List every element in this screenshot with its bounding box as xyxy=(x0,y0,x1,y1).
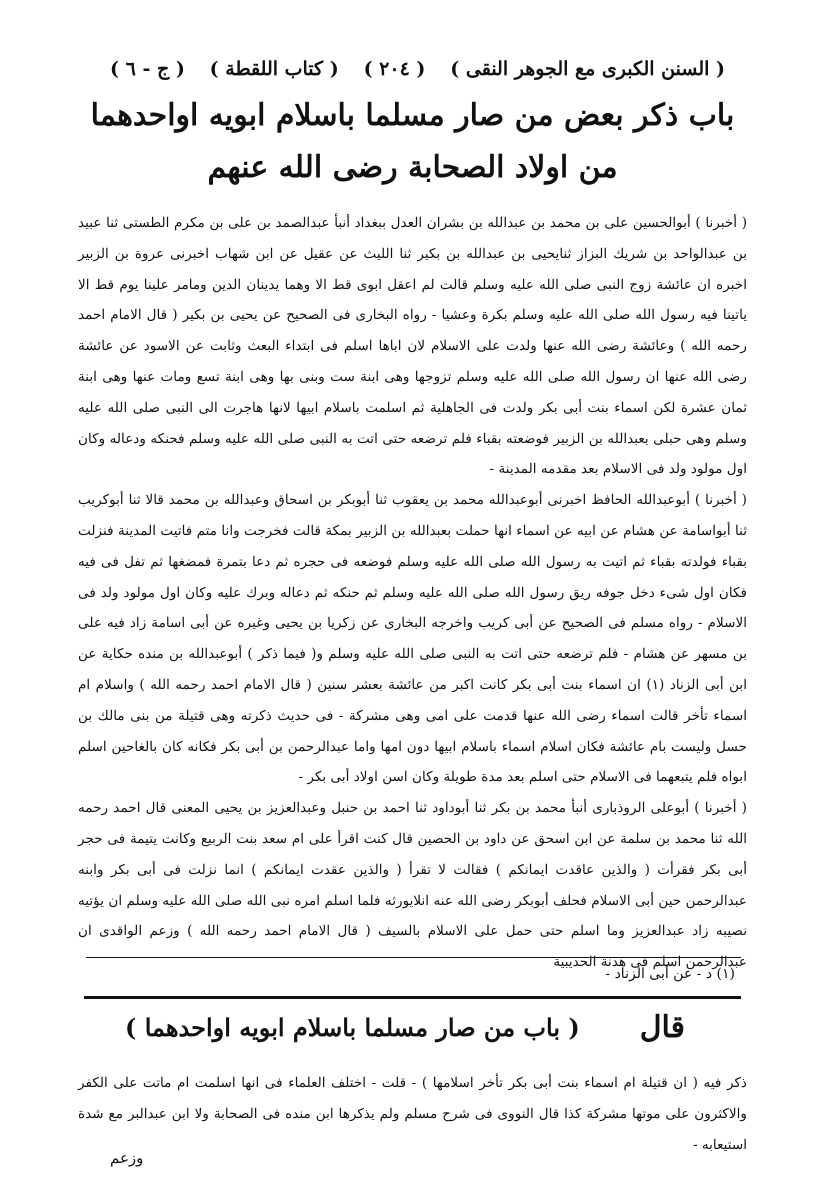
footnote-divider xyxy=(86,957,741,958)
book-title: ( السنن الكبرى مع الجوهر النقى ) xyxy=(450,58,725,80)
paragraph: ( أخبرنا ) أبوالحسين على بن محمد بن عبدالله بن بشران العدل ببغداد أنبأ عبدالصمد بن على بن مكرم الطستى ثنا عبيد بن عبدالواحد بن شريك البزاز ثنايحيى بن عبدالله بن بكير ثنا الليث عن عقيل عن ابن شهاب اخبرنى عروة بن الزبير اخبره ان عائشة زوج النبى صلى الله عليه وسلم قالت لم اعقل ابوى قط الا وهما يدينان الدين ومامر علينا يوم قط الا ياتينا فيه رسول الله صلى الله عليه وسلم بكرة وعشيا - رواه البخارى فى الصحيح عن يحيى بن بكير ( قال الامام احمد رحمه الله ) وعائشة رضى الله عنها ولدت على الاسلام لان اباها اسلم فى ابتداء البعث وثابت عن الاسود عن عائشة رضى الله عنها ان رسول الله صلى الله عليه وسلم تزوجها وهى ابنة ست وبنى بها وهى ابنة تسع ومات عنها وهى ابنة ثمان عشرة لكن اسماء بنت أبى بكر ولدت فى الجاهلية ثم اسلمت باسلام ابيها لانها هاجرت الى النبى صلى الله عليه وسلم وهى حبلى بعبدالله بن الزبير فوضعته بقباء فلم ترضعه حتى اتت به النبى صلى الله عليه وسلم فحنكه ودعاله وكان اول مولود ولد فى الاسلام بعد مقدمه المدينة - xyxy=(78,215,747,478)
paragraph: ذكر فيه ( ان قتيلة ام اسماء بنت أبى بكر تأخر اسلامها ) - قلت - اختلف العلماء فى انها اسلمت ام ماتت على الكفر والاكثرون على موتها مشركة كذا قال النووى فى شرح مسلم ولم يذكرها ابن منده فى الصحابة ولا ابن عبدالبر مع شدة استيعابه - xyxy=(78,1075,747,1153)
chapter-name: ( كتاب اللقطة ) xyxy=(209,58,339,80)
commentary-label: قال xyxy=(639,1009,685,1045)
running-header xyxy=(110,52,725,86)
commentary-divider xyxy=(84,996,741,999)
commentary-heading xyxy=(90,1004,735,1050)
main-text xyxy=(78,208,747,978)
page-number: ( ٢٠٤ ) xyxy=(363,58,426,80)
paragraph: ( أخبرنا ) أبوعلى الروذبارى أنبأ محمد بن بكر ثنا أبوداود ثنا احمد بن حنبل وعبدالعزيز بن يحيى المعنى قال احمد رحمه الله ثنا محمد بن سلمة عن ابن اسحق عن داود بن الحصين قال كنت اقرأ على ام سعد بنت الربيع وكانت يتيمة فى حجر أبى بكر فقرأت ( والذين عاقدت ايمانكم ) فقالت لا تقرأ ( والذين عقدت ايمانكم ) انما نزلت فى أبى بكر وابنه عبدالرحمن حين أبى الاسلام فحلف أبوبكر رضى الله عنه انلايورثه فلما اسلم امره نبى الله صلى الله عليه وسلم ان يؤتيه نصيبه زاد عبدالعزيز وما اسلم حتى حمل على الاسلام بالسيف ( قال الامام احمد رحمه الله ) وزعم الواقدى ان عبدالرحمن اسلم فى هدنة الحديبية xyxy=(78,800,747,971)
chapter-title-line-1: باب ذكر بعض من صار مسلما باسلام ابويه اواحدهما xyxy=(90,98,735,133)
footnote: (١) د - عن أبى الزناد - xyxy=(605,966,735,982)
volume-number: ( ج - ٦ ) xyxy=(110,58,185,80)
chapter-title-line-2: من اولاد الصحابة رضى الله عنهم xyxy=(207,150,618,185)
commentary-text xyxy=(78,1068,747,1161)
paragraph: ( أخبرنا ) أبوعبدالله الحافظ اخبرنى أبوعبدالله محمد بن يعقوب ثنا أبوبكر بن اسحاق وعبدالله بن محمد قالا ثنا أبوكريب ثنا أبواسامة عن هشام عن ابيه عن اسماء انها حملت بعبدالله بن الزبير بمكة قالت فخرجت وانا متم فاتيت المدينة فنزلت بقباء فولدته بقباء ثم اتيت به رسول الله صلى الله عليه وسلم فوضعه فى حجره ثم دعا بتمرة فمضغها ثم تفل فى فيه فكان اول شىء دخل جوفه ريق رسول الله صلى الله عليه وسلم ثم حنكه ثم دعاله وبرك عليه وكان اول مولود ولد فى الاسلام - رواه مسلم فى الصحيح عن أبى كريب واخرجه البخارى عن زكريا بن يحيى وغيره عن أبى اسامة زاد فيه على بن مسهر عن هشام - فلم ترضعه حتى اتت به النبى صلى الله عليه وسلم و( فيما ذكر ) أبوعبدالله بن منده حكاية عن ابن أبى الزناد (١) ان اسماء بنت أبى بكر كانت اكبر من عائشة بعشر سنين ( قال الامام احمد رحمه الله ) واسلام ام اسماء تأخر قالت اسماء رضى الله عنها قدمت على امى وهى مشركة - فى حديث ذكرته وهى قتيلة من بنى مالك بن حسل وليست بام عائشة فكان اسلام اسماء باسلام ابيها دون امها واما عبدالرحمن بن أبى بكر فكانه كان بالغاحين اسلم ابواه فلم يتبعهما فى الاسلام حتى اسلم بعد مدة طويلة وكان اسن اولاد أبى بكر - xyxy=(78,492,747,786)
catchword: وزعم xyxy=(110,1149,144,1167)
commentary-title: ( باب من صار مسلما باسلام ابويه اواحدهما ) xyxy=(124,1012,580,1042)
